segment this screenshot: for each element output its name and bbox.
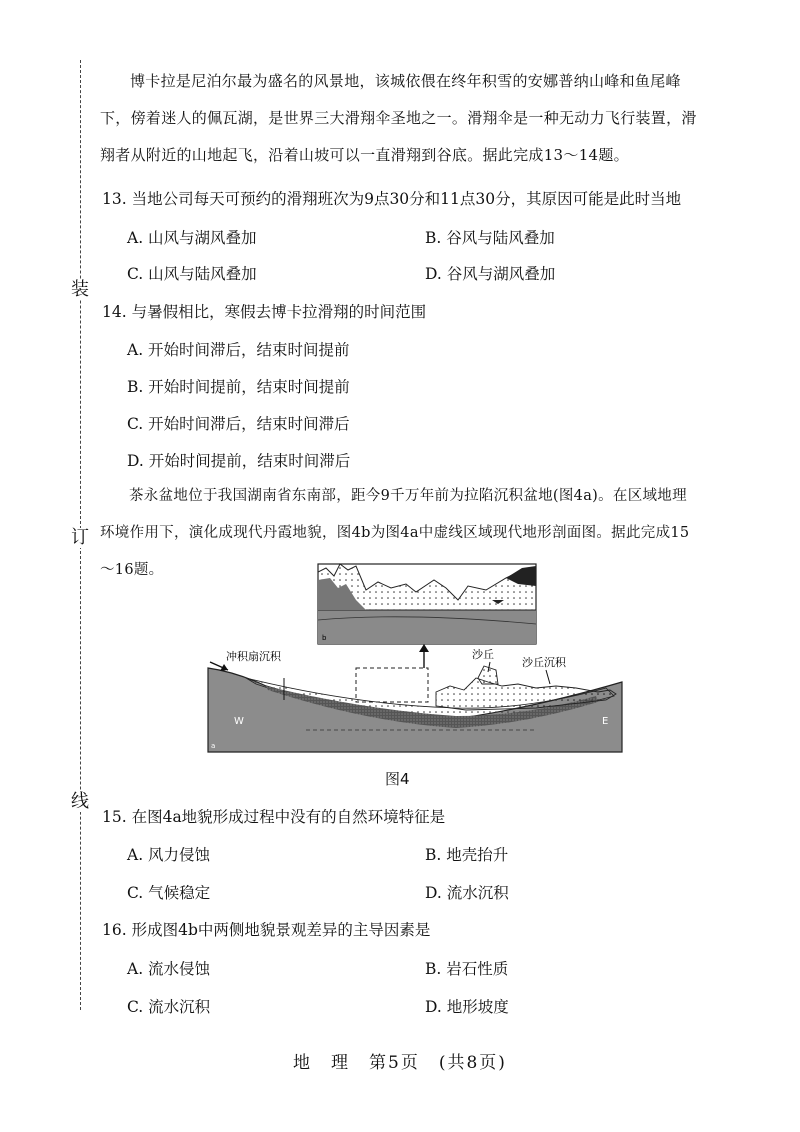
page-footer: 地 理 第5页 (共8页) (293, 1053, 507, 1073)
q16-option-b: B. 岩石性质 (425, 960, 509, 978)
question-16-stem: 16. 形成图4b中两侧地貌景观差异的主导因素是 (102, 921, 431, 939)
dashed-region-box (356, 668, 428, 702)
q13-option-a: A. 山风与湖风叠加 (127, 229, 257, 247)
dune-dep-pointer-line (546, 670, 550, 684)
binding-char-zhuang: 装 (71, 279, 89, 300)
label-dune-deposit: 沙丘沉积 (522, 656, 566, 669)
question-14-stem: 14. 与暑假相比，寒假去博卡拉滑翔的时间范围 (102, 303, 427, 321)
figure-caption: 图4 (385, 770, 410, 788)
arrow-up-head (419, 644, 429, 652)
q15-option-b: B. 地壳抬升 (425, 846, 509, 864)
figure-4b-profile (318, 564, 536, 644)
figure-4a-profile (208, 647, 622, 752)
question-15-stem: 15. 在图4a地貌形成过程中没有的自然环境特征是 (102, 808, 446, 826)
binding-char-ding: 订 (71, 527, 89, 548)
label-east: E (602, 716, 609, 727)
q13-option-d: D. 谷风与湖风叠加 (425, 265, 556, 283)
passage-pokhara: 博卡拉是尼泊尔最为盛名的风景地，该城依偎在终年积雪的安娜普纳山峰和鱼尾峰下，傍着迷人的佩瓦湖，是世界三大滑翔伞圣地之一。滑翔伞是一种无动力飞行装置，滑翔者从附近的山地起飞，沿着山坡可以一直滑翔到谷底。据此完成13～14题。 (100, 72, 697, 164)
figure-4-cross-sections (206, 560, 626, 760)
q16-option-a: A. 流水侵蚀 (127, 960, 211, 978)
label-west: W (234, 716, 244, 727)
q13-option-b: B. 谷风与陆风叠加 (425, 229, 555, 247)
q14-option-b: B. 开始时间提前，结束时间提前 (127, 378, 350, 396)
q14-option-d: D. 开始时间提前，结束时间滞后 (127, 452, 351, 470)
question-13-stem: 13. 当地公司每天可预约的滑翔班次为9点30分和11点30分，其原因可能是此时当地 (102, 190, 682, 208)
label-alluvial-fan: 冲积扇沉积 (226, 650, 281, 663)
binding-char-xian: 线 (71, 791, 89, 812)
q15-option-c: C. 气候稳定 (127, 884, 211, 902)
q16-option-c: C. 流水沉积 (127, 998, 211, 1016)
passage-chayong-basin: 茶永盆地位于我国湖南省东南部，距今9千万年前为拉陷沉积盆地(图4a)。在区域地理环境作用下，演化成现代丹霞地貌，图4b为图4a中虚线区域现代地形剖面图。据此完成15～16题。 (100, 488, 690, 578)
q14-option-c: C. 开始时间滞后，结束时间滞后 (127, 415, 350, 433)
q15-option-a: A. 风力侵蚀 (127, 846, 211, 864)
label-sand-dune: 沙丘 (472, 648, 494, 661)
label-b: b (322, 634, 327, 642)
q13-option-c: C. 山风与陆风叠加 (127, 265, 257, 283)
q16-option-d: D. 地形坡度 (425, 998, 509, 1016)
q14-option-a: A. 开始时间滞后，结束时间提前 (127, 341, 350, 359)
label-a: a (211, 742, 216, 750)
q15-option-d: D. 流水沉积 (425, 884, 509, 902)
